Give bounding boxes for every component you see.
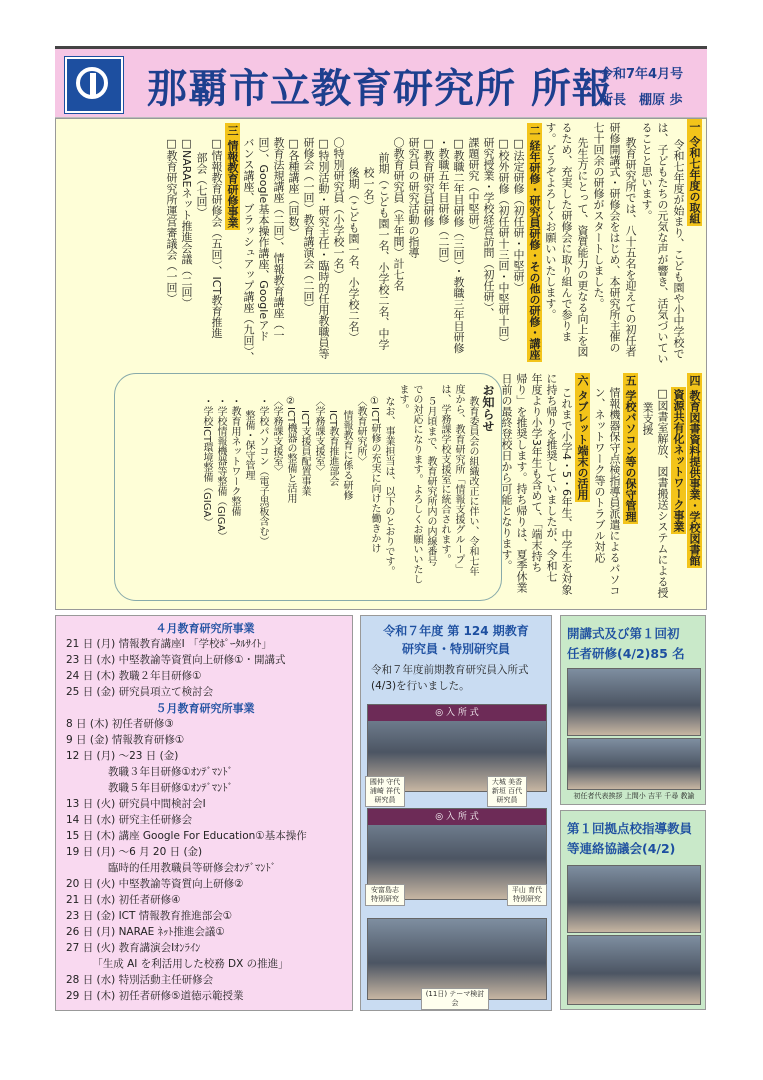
schedule-item: 28 日 (水) 特別活動主任研修会 [66, 974, 214, 986]
section-2-line: 〇特別研究員（小学校一名） [332, 137, 345, 280]
section-5-line: ン、ネットワーク等のトラブル対応 [593, 387, 606, 563]
notice-heading: お知らせ [481, 384, 495, 432]
section-3-line: 部会（七回） [195, 152, 208, 218]
schedule-item: 13 日 (火) 研究員中間検討会Ⅰ [66, 798, 206, 810]
schedule-item: 9 日 (金) 情報教育研修① [66, 734, 185, 746]
section-2-line: 後期（こども園一名、小学校二名） [347, 167, 360, 343]
section-2-line: 回）、Google基本操作講座、Googleアド [257, 137, 270, 342]
notice-line: ・教育用ネットワーク整備 [229, 396, 240, 516]
main-article [55, 118, 707, 610]
section-6-line: に持ち帰りを推奨していましたが、令和七 [545, 373, 558, 582]
section-3-line: □NARAEネット推進会議（二回） [180, 137, 193, 309]
issue-date: 令和7年4月号 [600, 67, 684, 82]
research-staff-panel [360, 615, 552, 1011]
section-2-line: バンス講座、ブラッシュアップ講座（九回）、 [242, 137, 255, 363]
notice-line: 度から、教育研究所「情報支援グループ」 [453, 384, 464, 574]
notice-line: ・学校ICT環境整備（GIGA） [201, 396, 212, 528]
section-2-heading: 二 経年研修・研究員研修・その他の研修・講座 [528, 125, 541, 360]
section-2-line: □各種講座（回数） [287, 137, 300, 238]
section-2-line: 研修会（一回）教育講演会（二回） [302, 137, 315, 313]
schedule-item: 教職５年目研修①ｵﾝﾃﾞﾏﾝﾄﾞ [66, 782, 233, 794]
section-2-line: ・教職五年目研修（二回） [437, 137, 450, 269]
notice-line: ・学校情報機器等整備（GIGA） [215, 396, 226, 542]
section-5-line: 情報機器保守点検指導員派遣によるパソコ [608, 387, 621, 596]
panel-title: 第１回拠点校指導教員 [567, 821, 693, 836]
schedule-item: 29 日 (木) 初任者研修⑤道徳示範授業 [66, 990, 244, 1002]
photo-caption: 國仲 守代 浦崎 祥代 研究員 [365, 776, 405, 807]
section-1-heading: 一 令和七年度の取組 [688, 121, 701, 224]
photo-caption: 安富島志 特別研究 [365, 884, 405, 906]
section-2-line: □教職二年目研修（三回）・教職三年目研修 [452, 137, 465, 354]
notice-line: 〈教育研究所〉 [355, 396, 366, 466]
notice-line: 整備・保守管理 [243, 410, 254, 480]
section-2-line: □法定研修（初任研・中堅研） [512, 137, 525, 293]
section-1-line: ることと思います。 [640, 122, 653, 221]
photo-caption: 平山 育代 特別研究 [507, 884, 547, 906]
section-6-line: これまで小学4・5・6年生、中学生を対象 [560, 387, 573, 595]
meeting-photo-2 [567, 935, 701, 1005]
newsletter-title: 那覇市立教育研究所 所報 [147, 66, 613, 112]
notice-line: ICT教育推進部会 [327, 410, 338, 487]
section-2-line: 研究授業・学校経営訪問（初任研）、 [482, 137, 495, 319]
section-6-line: 日前の最終登校日から可能となります。 [500, 373, 513, 571]
section-1-line: 令和七年度が始まり、こども園や小中学校で [672, 139, 685, 359]
section-6-line: 年度より小学3年生も含めて、「端末持ち [530, 373, 543, 573]
section-4-line: □図書室解放、図書搬送システムによる授 [656, 387, 669, 598]
schedule-item: 20 日 (火) 中堅教諭等資質向上研修② [66, 878, 244, 890]
section-1-line: 七十回余の研修がスタートしました。 [592, 122, 605, 309]
section-2-line: 研究員の研究活動の指導 [407, 137, 420, 258]
photo-caption: (11日) テーマ検討会 [421, 988, 489, 1010]
notice-line: ます。 [397, 384, 408, 414]
notice-line: ICT支援員配置事業 [299, 410, 310, 497]
section-1-line: は、子どもたちの元気な声が響き、活気づいてい [656, 122, 669, 364]
notice-line: での対応になります。よろしくお願いいたし [411, 384, 422, 584]
photo-banner: ◎ 入 所 式 [368, 809, 546, 825]
city-emblem-icon [65, 57, 123, 113]
panel-title: 開講式及び第１回初 [567, 626, 680, 641]
schedule-item: 27 日 (火) 教育講演会Ⅰｵﾝﾗｲﾝ [66, 942, 201, 954]
orientation-panel [560, 615, 706, 805]
notice-line: ・学校パソコン（電子黒板含む） [257, 396, 268, 546]
notice-line: ②ICT機器の整備と活用 [285, 396, 296, 504]
notice-line: ５月頃まで、教育研究所内の内線番号 [425, 396, 436, 566]
schedule-panel [55, 615, 353, 1011]
schedule-item: 14 日 (水) 研究主任研修会 [66, 814, 193, 826]
section-2-line: □特別活動・研究主任・臨時的任用教職員等 [317, 137, 330, 359]
section-6-heading: 六 タブレット端末の活用 [576, 375, 589, 500]
notice-box [114, 373, 502, 601]
section-1-line: 研修開講式・研修会をはじめ、本研究所主催の [608, 122, 621, 353]
photo-caption: 大城 美香 新垣 百代 研究員 [487, 776, 527, 807]
section-5-heading: 五 学校パソコン等の保守管理 [624, 375, 637, 522]
newsletter-header [55, 46, 707, 119]
schedule-item: 23 日 (金) ICT 情報教育推進部会① [66, 910, 233, 922]
section-3-line: □教育研究所運営審議会（一回） [165, 137, 178, 304]
schedule-item: 21 日 (月) 情報教育講座Ⅰ 「学校ﾎﾟｰﾀﾙｻｲﾄ」 [66, 638, 273, 650]
notice-line: 教育委員会の組織改正に伴い、令和七年 [467, 396, 478, 576]
schedule-item: 12 日 (月) ～23 日 (金) [66, 750, 179, 762]
section-4-line: 業支援 [641, 402, 654, 435]
section-2-line: 前期（こども園一名、小学校二名、中学 [377, 152, 390, 350]
photo-caption: 初任者代表挨拶 上間小 吉平 千尋 教諭 [573, 792, 695, 800]
section-2-line: □教育研究員研修 [422, 137, 435, 227]
section-1-line: るため、充実した研修会に取り組んで参りま [560, 122, 573, 342]
section-4-heading: 四 教育図書資料提供事業・学校図書館 [688, 375, 701, 566]
panel-title: 令和７年度 第 124 期教育 [383, 624, 529, 638]
director-name: 所長 棚原 歩 [600, 93, 683, 108]
section-1-line: 教育研究所では、八十五名を迎えての初任者 [624, 137, 637, 357]
notice-line: なお、事業担当は、以下のとおりです。 [383, 396, 394, 576]
schedule-item: 教職３年目研修①ｵﾝﾃﾞﾏﾝﾄﾞ [66, 766, 233, 778]
notice-line: 情報教育に係る研修 [341, 410, 352, 500]
schedule-item: 15 日 (木) 講座 Google For Education①基本操作 [66, 830, 307, 842]
schedule-item: 21 日 (水) 初任者研修④ [66, 894, 181, 906]
may-schedule-title: ５月教育研究所事業 [155, 702, 255, 715]
schedule-item: 26 日 (月) NARAE ﾈｯﾄ推進会議① [66, 926, 225, 938]
section-3-heading: 三 情報教育研修事業 [226, 125, 239, 228]
notice-line: は、学務課学校支援室に統合されます。 [439, 384, 450, 564]
orientation-photo-2 [567, 738, 701, 790]
panel-description-2: (4/3)を行いました。 [371, 680, 470, 692]
section-2-line: 〇教育研究員（半年間）計七名 [392, 137, 405, 291]
liaison-meeting-panel [560, 810, 706, 1010]
meeting-photo-1 [567, 865, 701, 933]
panel-title-2: 研究員・特別研究員 [401, 642, 510, 656]
orientation-photo-1 [567, 668, 701, 736]
section-2-line: □校外研修（初任研十三回・中堅研十回） [497, 137, 510, 348]
section-1-line: す。どうぞよろしくお願いいたします。 [544, 122, 557, 320]
panel-title-2: 任者研修(4/2)85 名 [567, 646, 685, 661]
notice-line: ①ICT研修の充実に向けた働きかけ [369, 396, 380, 554]
schedule-item: 臨時的任用教職員等研修会ｵﾝﾃﾞﾏﾝﾄﾞ [66, 862, 276, 874]
photo-banner: ◎ 入 所 式 [368, 705, 546, 721]
schedule-item: 8 日 (木) 初任者研修③ [66, 718, 174, 730]
schedule-item: 19 日 (月) ～6 月 20 日 (金) [66, 846, 203, 858]
schedule-item: 23 日 (水) 中堅教諭等資質向上研修①・開講式 [66, 654, 286, 666]
notice-line: 〈学務課支援室〉 [271, 396, 282, 476]
april-schedule-title: ４月教育研究所事業 [155, 622, 255, 635]
section-4-heading-2: 資源共有化ネットワーク事業 [672, 389, 685, 532]
section-2-line: 課題研究（中堅研） [467, 137, 480, 236]
section-6-line: 帰り」を推奨します。持ち帰りは、夏季休業 [515, 373, 528, 593]
schedule-item: 25 日 (金) 研究員項立て検討会 [66, 686, 214, 698]
notice-line: 〈学務課支援室〉 [313, 396, 324, 476]
section-2-line: 校一名） [362, 167, 375, 211]
schedule-item: 「生成 AI を利活用した校務 DX の推進」 [66, 958, 289, 970]
panel-description: 令和７年度前期教育研究員入所式 [371, 664, 529, 676]
panel-title-2: 等連絡協議会(4/2) [567, 841, 676, 856]
section-1-line: 先生方にとって、資質能力の更なる向上を図 [576, 137, 589, 357]
schedule-item: 24 日 (木) 教職２年目研修① [66, 670, 202, 682]
section-3-line: □情報教育研修会（五回）、ICT教育推進 [210, 137, 223, 339]
section-2-line: 教育法規講座（二回）、情報教育講座（一 [272, 137, 285, 341]
